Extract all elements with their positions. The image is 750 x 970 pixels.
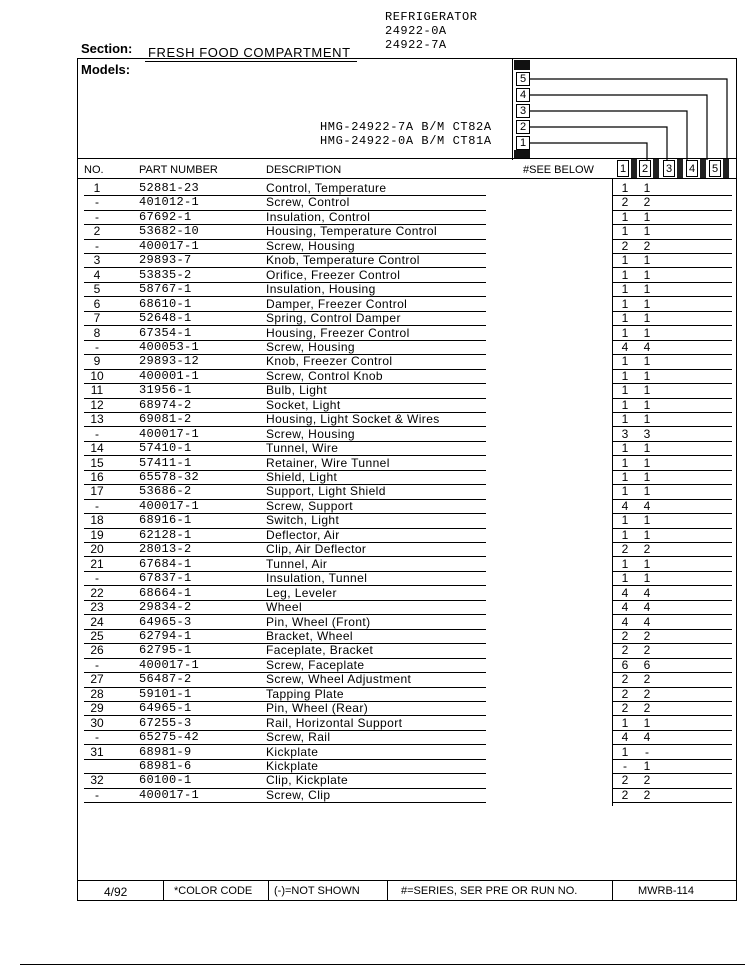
part-number: 56487-2 bbox=[139, 672, 192, 687]
part-description: Screw, Control bbox=[266, 195, 350, 210]
part-description: Clip, Air Deflector bbox=[266, 542, 367, 557]
quantity-model-2: 4 bbox=[643, 600, 651, 615]
quantity-model-1: 1 bbox=[621, 470, 629, 484]
quantity-model-1: 1 bbox=[621, 368, 629, 383]
part-description: Screw, Control Knob bbox=[266, 368, 383, 383]
part-number: 400017-1 bbox=[139, 787, 200, 802]
item-number: 17 bbox=[90, 484, 104, 499]
quantity-model-1: 4 bbox=[621, 730, 629, 745]
quantity-model-2: 1 bbox=[643, 325, 651, 340]
part-number: 62794-1 bbox=[139, 628, 192, 643]
quantity-model-1: 2 bbox=[621, 238, 629, 253]
model-code-1: 24922-0A bbox=[385, 24, 447, 38]
quantity-model-1: 1 bbox=[621, 571, 629, 586]
part-number: 29893-12 bbox=[139, 354, 200, 369]
part-number: 400053-1 bbox=[139, 339, 200, 354]
part-description: Clip, Kickplate bbox=[266, 773, 349, 788]
quantity-model-1: 1 bbox=[621, 556, 629, 571]
models-label: Models: bbox=[81, 62, 131, 77]
quantity-model-2: 1 bbox=[643, 470, 651, 484]
quantity-model-1: 4 bbox=[621, 585, 629, 600]
part-number: 68610-1 bbox=[139, 296, 192, 311]
row-rule bbox=[612, 802, 732, 803]
quantity-model-1: 3 bbox=[621, 426, 629, 441]
quantity-model-2: 1 bbox=[643, 383, 651, 398]
item-number: 13 bbox=[90, 412, 104, 427]
part-number: 64965-1 bbox=[139, 701, 192, 716]
model-col-box-1: 1 bbox=[516, 136, 530, 150]
item-number: 22 bbox=[90, 585, 104, 600]
product-title: REFRIGERATOR bbox=[385, 10, 478, 24]
part-description: Screw, Clip bbox=[266, 787, 331, 802]
col-header-2: 2 bbox=[639, 160, 651, 177]
model-col-box-2: 2 bbox=[516, 120, 530, 134]
part-description: Deflector, Air bbox=[266, 527, 340, 542]
quantity-model-1: 1 bbox=[621, 527, 629, 542]
part-description: Damper, Freezer Control bbox=[266, 296, 408, 311]
section-name: FRESH FOOD COMPARTMENT bbox=[148, 45, 351, 60]
part-description: Rail, Horizontal Support bbox=[266, 715, 403, 730]
footer-series-note: #=SERIES, SER PRE OR RUN NO. bbox=[401, 885, 578, 897]
part-number: 67354-1 bbox=[139, 325, 192, 340]
part-description: Support, Light Shield bbox=[266, 484, 386, 499]
quantity-model-1: 2 bbox=[621, 773, 629, 788]
part-number: 400017-1 bbox=[139, 426, 200, 441]
quantity-model-2: 2 bbox=[643, 628, 651, 643]
part-description: Screw, Support bbox=[266, 498, 353, 513]
item-number: - bbox=[95, 657, 99, 672]
part-description: Knob, Temperature Control bbox=[266, 253, 420, 268]
item-number: 15 bbox=[90, 455, 104, 470]
part-number: 59101-1 bbox=[139, 686, 192, 701]
item-number: 3 bbox=[93, 253, 101, 268]
col-header-divider bbox=[653, 159, 659, 178]
item-number: - bbox=[95, 571, 99, 586]
quantity-model-2: 1 bbox=[643, 455, 651, 470]
quantity-model-2: 1 bbox=[643, 513, 651, 528]
part-number: 400017-1 bbox=[139, 238, 200, 253]
quantity-model-2: 2 bbox=[643, 672, 651, 687]
quantity-model-1: 2 bbox=[621, 542, 629, 557]
part-description: Kickplate bbox=[266, 759, 319, 773]
quantity-column-rule bbox=[612, 178, 613, 806]
quantity-model-2: 2 bbox=[643, 238, 651, 253]
quantity-model-1: 1 bbox=[621, 513, 629, 528]
quantity-model-1: 1 bbox=[621, 715, 629, 730]
footer-divider bbox=[268, 880, 269, 901]
quantity-model-1: 1 bbox=[621, 253, 629, 268]
quantity-model-1: 1 bbox=[621, 412, 629, 427]
part-number: 64965-3 bbox=[139, 614, 192, 629]
col-header-divider bbox=[631, 159, 637, 178]
part-description: Insulation, Tunnel bbox=[266, 571, 368, 586]
item-number: 27 bbox=[90, 672, 104, 687]
footer-color-code: *COLOR CODE bbox=[174, 885, 253, 897]
part-description: Tapping Plate bbox=[266, 686, 344, 701]
quantity-model-2: 1 bbox=[643, 759, 651, 773]
quantity-model-2: 2 bbox=[643, 686, 651, 701]
part-number: 52881-23 bbox=[139, 181, 200, 195]
footer-not-shown: (-)=NOT SHOWN bbox=[274, 885, 360, 897]
item-number: 18 bbox=[90, 513, 104, 528]
quantity-model-2: 1 bbox=[643, 484, 651, 499]
item-number: 23 bbox=[90, 600, 104, 615]
quantity-model-1: 1 bbox=[621, 296, 629, 311]
table-header-top-rule bbox=[77, 158, 737, 159]
quantity-model-1: 1 bbox=[621, 209, 629, 224]
col-header-divider bbox=[723, 159, 729, 178]
item-number: 10 bbox=[90, 368, 104, 383]
item-number: 20 bbox=[90, 542, 104, 557]
part-number: 53835-2 bbox=[139, 267, 192, 282]
part-description: Housing, Temperature Control bbox=[266, 224, 438, 239]
quantity-model-1: 1 bbox=[621, 455, 629, 470]
quantity-model-2: 2 bbox=[643, 542, 651, 557]
quantity-model-2: 1 bbox=[643, 556, 651, 571]
quantity-model-2: 2 bbox=[643, 195, 651, 210]
quantity-model-2: 1 bbox=[643, 181, 651, 195]
part-number: 67255-3 bbox=[139, 715, 192, 730]
quantity-model-1: 1 bbox=[621, 397, 629, 412]
quantity-model-1: 6 bbox=[621, 657, 629, 672]
part-number: 67692-1 bbox=[139, 209, 192, 224]
part-description: Screw, Housing bbox=[266, 238, 355, 253]
part-number: 65578-32 bbox=[139, 470, 200, 484]
col-header-divider bbox=[677, 159, 683, 178]
part-description: Retainer, Wire Tunnel bbox=[266, 455, 390, 470]
quantity-model-2: 4 bbox=[643, 614, 651, 629]
col-header-no: NO. bbox=[84, 164, 104, 176]
part-description: Shield, Light bbox=[266, 470, 338, 484]
quantity-model-2: 1 bbox=[643, 311, 651, 326]
item-number: 5 bbox=[93, 282, 101, 297]
quantity-model-1: 1 bbox=[621, 441, 629, 456]
footer-divider bbox=[163, 880, 164, 901]
quantity-model-2: - bbox=[645, 744, 649, 759]
item-number: 28 bbox=[90, 686, 104, 701]
quantity-model-1: 2 bbox=[621, 672, 629, 687]
part-number: 62128-1 bbox=[139, 527, 192, 542]
part-description: Screw, Housing bbox=[266, 339, 355, 354]
item-number: 11 bbox=[90, 383, 104, 398]
quantity-model-2: 1 bbox=[643, 209, 651, 224]
part-description: Socket, Light bbox=[266, 397, 341, 412]
quantity-model-1: 1 bbox=[621, 744, 629, 759]
part-number: 68981-9 bbox=[139, 744, 192, 759]
part-number: 68974-2 bbox=[139, 397, 192, 412]
model-col-box-4: 4 bbox=[516, 88, 530, 102]
item-number: 12 bbox=[90, 397, 104, 412]
part-description: Knob, Freezer Control bbox=[266, 354, 393, 369]
item-number: 21 bbox=[90, 556, 104, 571]
item-number: 1 bbox=[93, 181, 101, 195]
footer-top-rule bbox=[77, 880, 737, 881]
part-number: 67684-1 bbox=[139, 556, 192, 571]
part-description: Insulation, Control bbox=[266, 209, 371, 224]
model-col-box-3: 3 bbox=[516, 104, 530, 118]
quantity-model-1: 1 bbox=[621, 181, 629, 195]
part-description: Insulation, Housing bbox=[266, 282, 376, 297]
part-description: Faceplate, Bracket bbox=[266, 643, 374, 658]
quantity-model-2: 3 bbox=[643, 426, 651, 441]
quantity-model-1: 2 bbox=[621, 195, 629, 210]
quantity-model-2: 6 bbox=[643, 657, 651, 672]
quantity-model-2: 1 bbox=[643, 253, 651, 268]
quantity-model-2: 1 bbox=[643, 354, 651, 369]
section-label: Section: bbox=[81, 41, 133, 56]
item-number: - bbox=[95, 195, 99, 210]
quantity-model-1: 2 bbox=[621, 701, 629, 716]
item-number: 6 bbox=[93, 296, 101, 311]
item-number: 30 bbox=[90, 715, 104, 730]
model-col-box-5: 5 bbox=[516, 72, 530, 86]
quantity-model-2: 1 bbox=[643, 282, 651, 297]
quantity-model-1: 2 bbox=[621, 787, 629, 802]
part-number: 29893-7 bbox=[139, 253, 192, 268]
quantity-model-1: 1 bbox=[621, 282, 629, 297]
part-number: 401012-1 bbox=[139, 195, 200, 210]
col-header-divider bbox=[700, 159, 706, 178]
row-rule bbox=[180, 802, 486, 803]
footer-date: 4/92 bbox=[104, 885, 128, 899]
col-header-4: 4 bbox=[686, 160, 698, 177]
part-number: 400017-1 bbox=[139, 657, 200, 672]
item-number: - bbox=[95, 238, 99, 253]
quantity-model-1: 4 bbox=[621, 498, 629, 513]
quantity-model-2: 4 bbox=[643, 339, 651, 354]
part-number: 53682-10 bbox=[139, 224, 200, 239]
part-description: Pin, Wheel (Front) bbox=[266, 614, 371, 629]
col-header-3: 3 bbox=[663, 160, 675, 177]
part-description: Screw, Housing bbox=[266, 426, 355, 441]
part-description: Switch, Light bbox=[266, 513, 340, 528]
part-number: 28013-2 bbox=[139, 542, 192, 557]
item-number: - bbox=[95, 339, 99, 354]
item-number: 2 bbox=[93, 224, 101, 239]
part-number: 65275-42 bbox=[139, 730, 200, 745]
quantity-model-1: 1 bbox=[621, 354, 629, 369]
item-number: 7 bbox=[93, 311, 101, 326]
item-number: 4 bbox=[93, 267, 101, 282]
item-number: 25 bbox=[90, 628, 104, 643]
quantity-model-1: 4 bbox=[621, 339, 629, 354]
model-line-1: HMG-24922-7A B/M CT82A bbox=[320, 120, 492, 134]
part-number: 58767-1 bbox=[139, 282, 192, 297]
part-number: 69081-2 bbox=[139, 412, 192, 427]
quantity-model-2: 2 bbox=[643, 643, 651, 658]
quantity-model-2: 1 bbox=[643, 571, 651, 586]
part-description: Housing, Light Socket & Wires bbox=[266, 412, 440, 427]
part-number: 29834-2 bbox=[139, 600, 192, 615]
part-description: Kickplate bbox=[266, 744, 319, 759]
part-description: Bulb, Light bbox=[266, 383, 328, 398]
part-number: 57411-1 bbox=[139, 455, 192, 470]
quantity-model-2: 1 bbox=[643, 441, 651, 456]
col-header-part-number: PART NUMBER bbox=[139, 164, 218, 176]
quantity-model-2: 1 bbox=[643, 296, 651, 311]
part-number: 68916-1 bbox=[139, 513, 192, 528]
quantity-model-1: 2 bbox=[621, 628, 629, 643]
quantity-model-1: 1 bbox=[621, 267, 629, 282]
part-description: Bracket, Wheel bbox=[266, 628, 353, 643]
quantity-model-1: 2 bbox=[621, 643, 629, 658]
quantity-model-2: 4 bbox=[643, 498, 651, 513]
item-number: 16 bbox=[90, 470, 104, 484]
part-number: 400017-1 bbox=[139, 498, 200, 513]
quantity-model-2: 1 bbox=[643, 368, 651, 383]
item-number: 8 bbox=[93, 325, 101, 340]
part-number: 62795-1 bbox=[139, 643, 192, 658]
part-number: 31956-1 bbox=[139, 383, 192, 398]
table-header-bottom-rule bbox=[77, 178, 737, 179]
part-description: Control, Temperature bbox=[266, 181, 387, 195]
part-number: 400001-1 bbox=[139, 368, 200, 383]
item-number: - bbox=[95, 730, 99, 745]
item-number: 26 bbox=[90, 643, 104, 658]
part-description: Screw, Wheel Adjustment bbox=[266, 672, 412, 687]
item-number: - bbox=[95, 787, 99, 802]
part-description: Screw, Faceplate bbox=[266, 657, 365, 672]
part-number: 60100-1 bbox=[139, 773, 192, 788]
page-bottom-rule bbox=[20, 964, 745, 965]
quantity-model-2: 1 bbox=[643, 527, 651, 542]
quantity-model-1: 1 bbox=[621, 311, 629, 326]
part-description: Housing, Freezer Control bbox=[266, 325, 410, 340]
quantity-model-2: 1 bbox=[643, 267, 651, 282]
quantity-model-2: 1 bbox=[643, 412, 651, 427]
part-description: Wheel bbox=[266, 600, 303, 615]
quantity-model-2: 4 bbox=[643, 585, 651, 600]
col-header-see-below: #SEE BELOW bbox=[523, 164, 594, 176]
item-number: 29 bbox=[90, 701, 104, 716]
quantity-model-2: 1 bbox=[643, 715, 651, 730]
footer-document-id: MWRB-114 bbox=[638, 885, 695, 897]
part-description: Tunnel, Air bbox=[266, 556, 328, 571]
model-line-2: HMG-24922-0A B/M CT81A bbox=[320, 134, 492, 148]
item-number: - bbox=[95, 498, 99, 513]
part-description: Screw, Rail bbox=[266, 730, 331, 745]
part-description: Spring, Control Damper bbox=[266, 311, 401, 326]
item-number: 31 bbox=[90, 744, 104, 759]
col-header-description: DESCRIPTION bbox=[266, 164, 342, 176]
quantity-model-1: 4 bbox=[621, 600, 629, 615]
quantity-model-1: 2 bbox=[621, 686, 629, 701]
part-number: 68981-6 bbox=[139, 759, 192, 773]
footer-divider bbox=[612, 880, 613, 901]
quantity-model-1: 1 bbox=[621, 484, 629, 499]
part-description: Tunnel, Wire bbox=[266, 441, 339, 456]
part-description: Pin, Wheel (Rear) bbox=[266, 701, 369, 716]
quantity-model-1: 1 bbox=[621, 383, 629, 398]
part-number: 68664-1 bbox=[139, 585, 192, 600]
quantity-model-1: 1 bbox=[621, 224, 629, 239]
quantity-model-2: 1 bbox=[643, 224, 651, 239]
item-number: 32 bbox=[90, 773, 104, 788]
quantity-model-2: 1 bbox=[643, 397, 651, 412]
quantity-model-2: 2 bbox=[643, 701, 651, 716]
quantity-model-2: 2 bbox=[643, 773, 651, 788]
model-code-2: 24922-7A bbox=[385, 38, 447, 52]
col-header-5: 5 bbox=[709, 160, 721, 177]
item-number: - bbox=[95, 426, 99, 441]
quantity-model-2: 2 bbox=[643, 787, 651, 802]
footer-divider bbox=[387, 880, 388, 901]
quantity-model-1: 1 bbox=[621, 325, 629, 340]
item-number: 19 bbox=[90, 527, 104, 542]
quantity-model-2: 4 bbox=[643, 730, 651, 745]
item-number: - bbox=[95, 209, 99, 224]
item-number: 14 bbox=[90, 441, 104, 456]
part-number: 67837-1 bbox=[139, 571, 192, 586]
part-number: 53686-2 bbox=[139, 484, 192, 499]
col-header-1: 1 bbox=[617, 160, 629, 177]
part-number: 57410-1 bbox=[139, 441, 192, 456]
quantity-model-1: - bbox=[623, 759, 627, 773]
part-description: Leg, Leveler bbox=[266, 585, 337, 600]
item-number: 9 bbox=[93, 354, 101, 369]
part-number: 52648-1 bbox=[139, 311, 192, 326]
part-description: Orifice, Freezer Control bbox=[266, 267, 401, 282]
item-number: 24 bbox=[90, 614, 104, 629]
quantity-model-1: 4 bbox=[621, 614, 629, 629]
row-rule bbox=[133, 802, 181, 803]
